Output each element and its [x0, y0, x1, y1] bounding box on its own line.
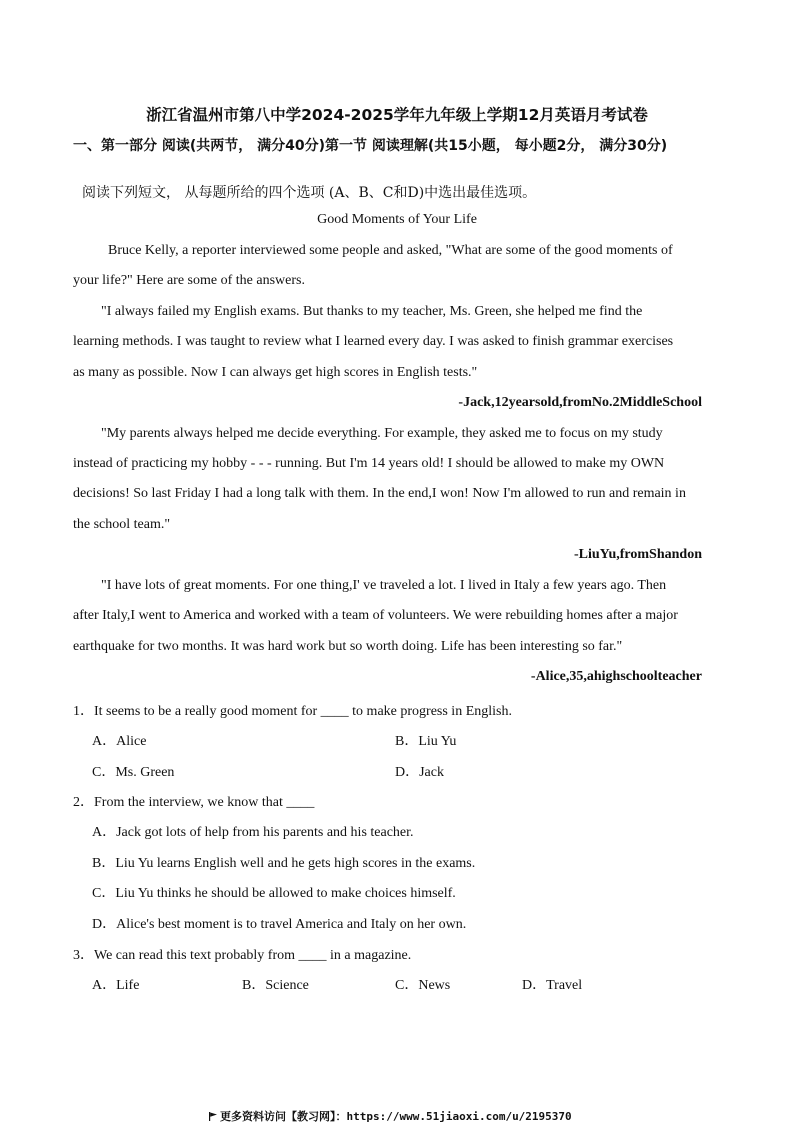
passage-line: your life?" Here are some of the answers. — [73, 273, 305, 288]
passage-line: instead of practicing my hobby - - - running. But I'm 14 years old! I should be allowed to make my OWN — [73, 456, 665, 471]
question-1-option-d: D．Jack — [395, 765, 444, 780]
passage-title: Good Moments of Your Life — [317, 212, 477, 227]
flag-icon — [209, 1112, 217, 1121]
question-3-option-d: D．Travel — [522, 978, 583, 993]
passage-line: Bruce Kelly, a reporter interviewed some people and asked, "What are some of the good moments of — [108, 243, 673, 258]
signature-liuyu: -LiuYu,fromShandon — [573, 547, 702, 562]
question-2-stem: 2．From the interview, we know that ____ — [73, 795, 315, 810]
section-heading: 一、第一部分 阅读(共两节， 满分40分)第一节 阅读理解(共15小题， 每小题2分， 满分30分) — [73, 138, 668, 154]
signature-jack: -Jack,12yearsold,fromNo.2MiddleSchool — [458, 395, 702, 410]
question-2-option-d: D．Alice's best moment is to travel America and Italy on her own. — [92, 917, 467, 932]
passage-line: "My parents always helped me decide everything. For example, they asked me to focus on my study — [101, 426, 663, 441]
question-2-option-b: B．Liu Yu learns English well and he gets high scores in the exams. — [92, 856, 476, 871]
question-1-option-a: A．Alice — [92, 734, 147, 749]
question-1-option-c: C．Ms. Green — [92, 765, 175, 780]
question-2-option-a: A．Jack got lots of help from his parents and his teacher. — [92, 825, 414, 840]
question-3-option-b: B．Science — [242, 978, 309, 993]
question-3-stem: 3．We can read this text probably from ____ in a magazine. — [73, 948, 412, 963]
passage-line: after Italy,I went to America and worked with a team of volunteers. We were rebuilding homes after a major — [73, 608, 678, 623]
passage-line: earthquake for two months. It was hard work but so worth doing. Life has been interesting so far." — [73, 639, 623, 654]
passage-line: "I always failed my English exams. But thanks to my teacher, Ms. Green, she helped me find the — [101, 304, 643, 319]
question-1-option-b: B．Liu Yu — [395, 734, 457, 749]
footer-text[interactable]: 更多资料访问【教习网】：https://www.51jiaoxi.com/u/2195370 — [220, 1110, 572, 1123]
page-title: 浙江省温州市第八中学2024-2025学年九年级上学期12月英语月考试卷 — [146, 106, 648, 124]
passage-line: learning methods. I was taught to review what I learned every day. I was asked to finish grammar exercises — [73, 334, 674, 349]
question-1-stem: 1．It seems to be a really good moment for ____ to make progress in English. — [73, 704, 512, 719]
question-2-option-c: C．Liu Yu thinks he should be allowed to make choices himself. — [92, 886, 456, 901]
passage-line: as many as possible. Now I can always get high scores in English tests." — [73, 365, 478, 380]
instruction: 阅读下列短文， 从每题所给的四个选项 (A、B、C和D)中选出最佳选项。 — [82, 185, 537, 201]
passage-line: decisions! So last Friday I had a long talk with them. In the end,I won! Now I'm allowed to run and remain in — [73, 486, 686, 501]
passage-line: the school team." — [73, 517, 171, 532]
question-3-option-c: C．News — [395, 978, 451, 993]
passage-line: "I have lots of great moments. For one thing,I' ve traveled a lot. I lived in Italy a few years ago. Then — [101, 578, 667, 593]
question-3-option-a: A．Life — [92, 978, 140, 993]
footer-link[interactable] — [209, 1108, 572, 1124]
signature-alice: -Alice,35,ahighschoolteacher — [530, 669, 702, 684]
